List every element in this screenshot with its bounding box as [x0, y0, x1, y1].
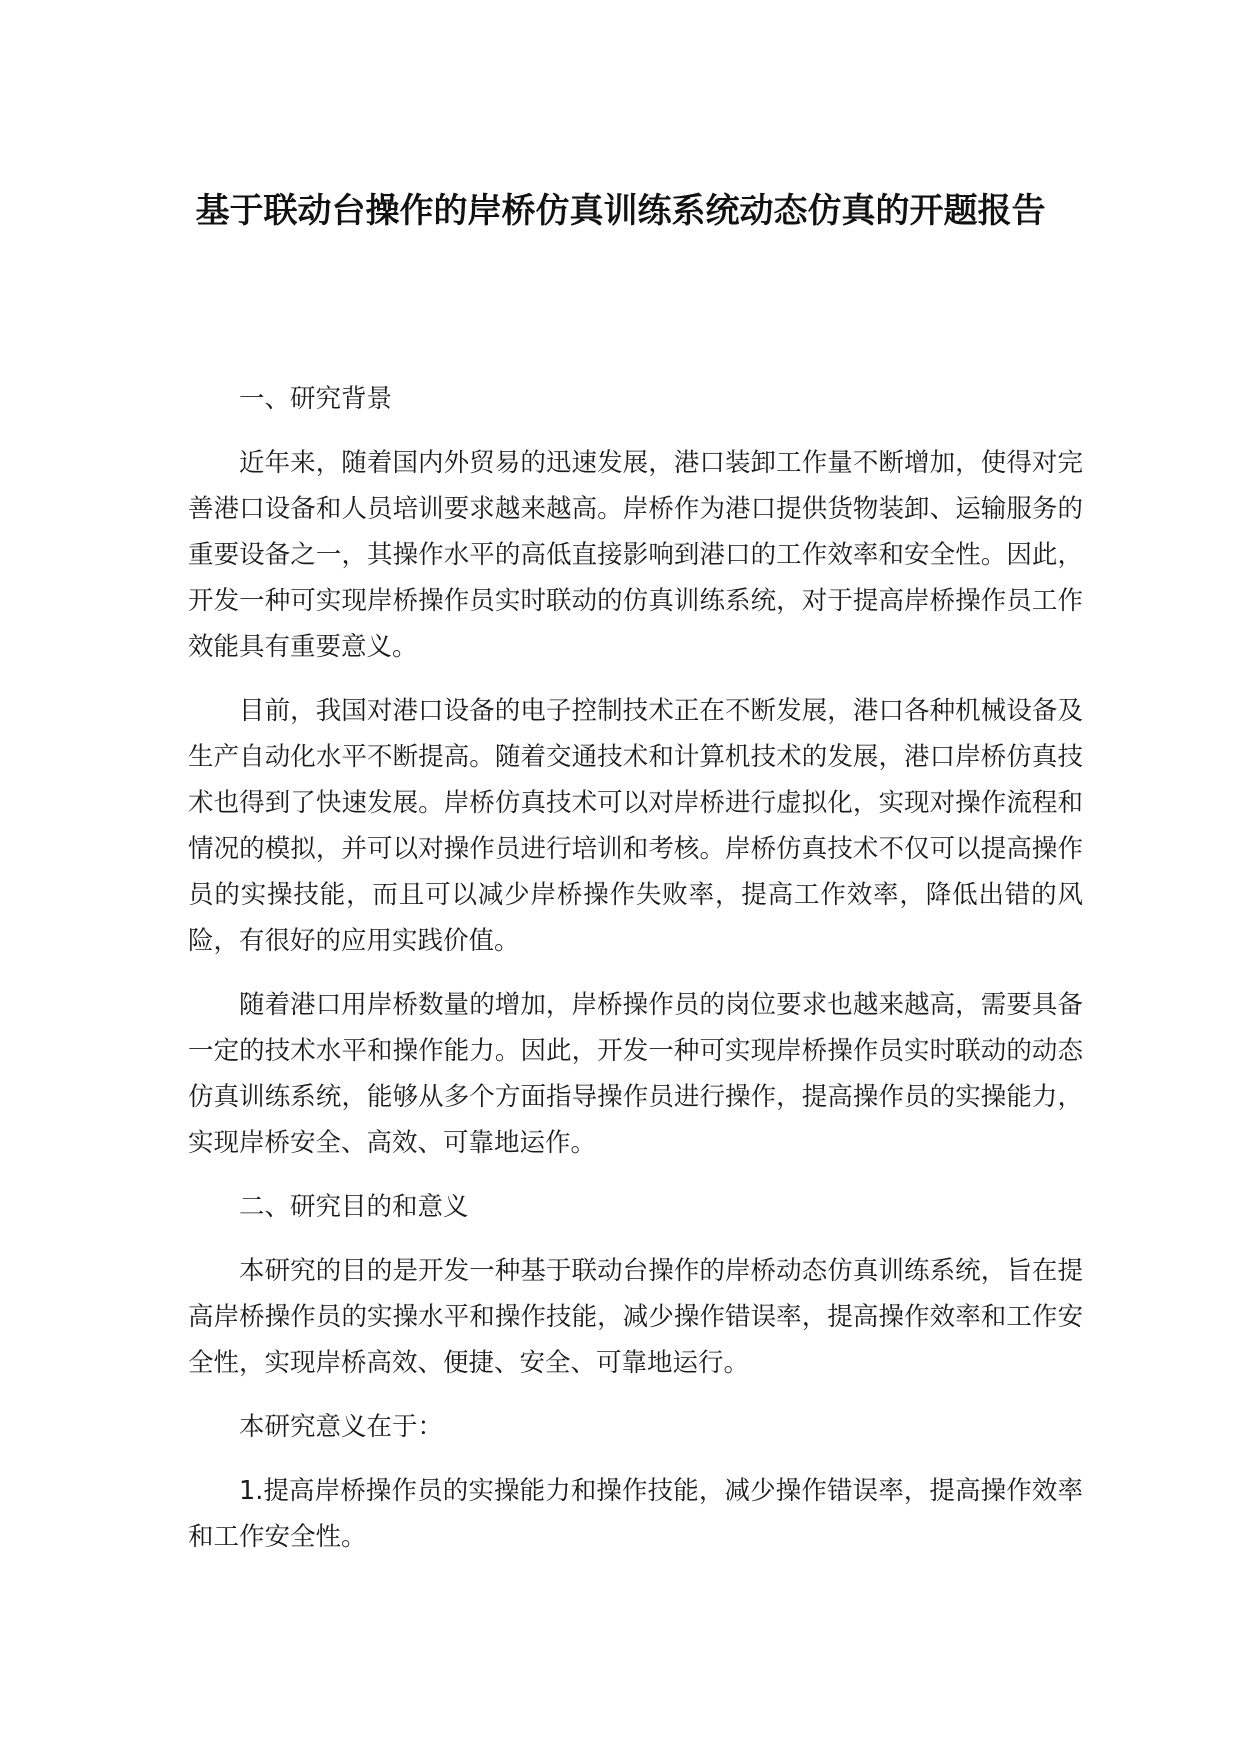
paragraph: 近年来，随着国内外贸易的迅速发展，港口装卸工作量不断增加，使得对完善港口设备和人员培训要求越来越高。岸桥作为港口提供货物装卸、运输服务的重要设备之一，其操作水平的高低直接影响到港口的工作效率和安全性。因此，开发一种可实现岸桥操作员实时联动的仿真训练系统，对于提高岸桥操作员工作效能具有重要意义。 [188, 448, 1083, 662]
paragraph: 目前，我国对港口设备的电子控制技术正在不断发展，港口各种机械设备及生产自动化水平不断提高。随着交通技术和计算机技术的发展，港口岸桥仿真技术也得到了快速发展。岸桥仿真技术可以对岸桥进行虚拟化，实现对操作流程和情况的模拟，并可以对操作员进行培训和考核。岸桥仿真技术不仅可以提高操作员的实操技能，而且可以减少岸桥操作失败率，提高工作效率，降低出错的风险，有很好的应用实践价值。 [188, 696, 1083, 956]
list-item-significance-1: 1.提高岸桥操作员的实操能力和操作技能，减少操作错误率，提高操作效率和工作安全性。 [188, 1476, 1083, 1552]
document-title: 基于联动台操作的岸桥仿真训练系统动态仿真的开题报告 [195, 191, 1046, 231]
significance-intro: 本研究意义在于： [239, 1412, 444, 1442]
section-heading-purpose-significance: 二、研究目的和意义 [239, 1192, 469, 1222]
paragraph: 随着港口用岸桥数量的增加，岸桥操作员的岗位要求也越来越高，需要具备一定的技术水平和操作能力。因此，开发一种可实现岸桥操作员实时联动的动态仿真训练系统，能够从多个方面指导操作员进行操作，提高操作员的实操能力，实现岸桥安全、高效、可靠地运作。 [188, 990, 1083, 1158]
document-body [188, 376, 1083, 1560]
paragraph: 本研究的目的是开发一种基于联动台操作的岸桥动态仿真训练系统，旨在提高岸桥操作员的实操水平和操作技能，减少操作错误率，提高操作效率和工作安全性，实现岸桥高效、便捷、安全、可靠地运行。 [188, 1256, 1083, 1378]
section-heading-research-background: 一、研究背景 [239, 384, 393, 414]
